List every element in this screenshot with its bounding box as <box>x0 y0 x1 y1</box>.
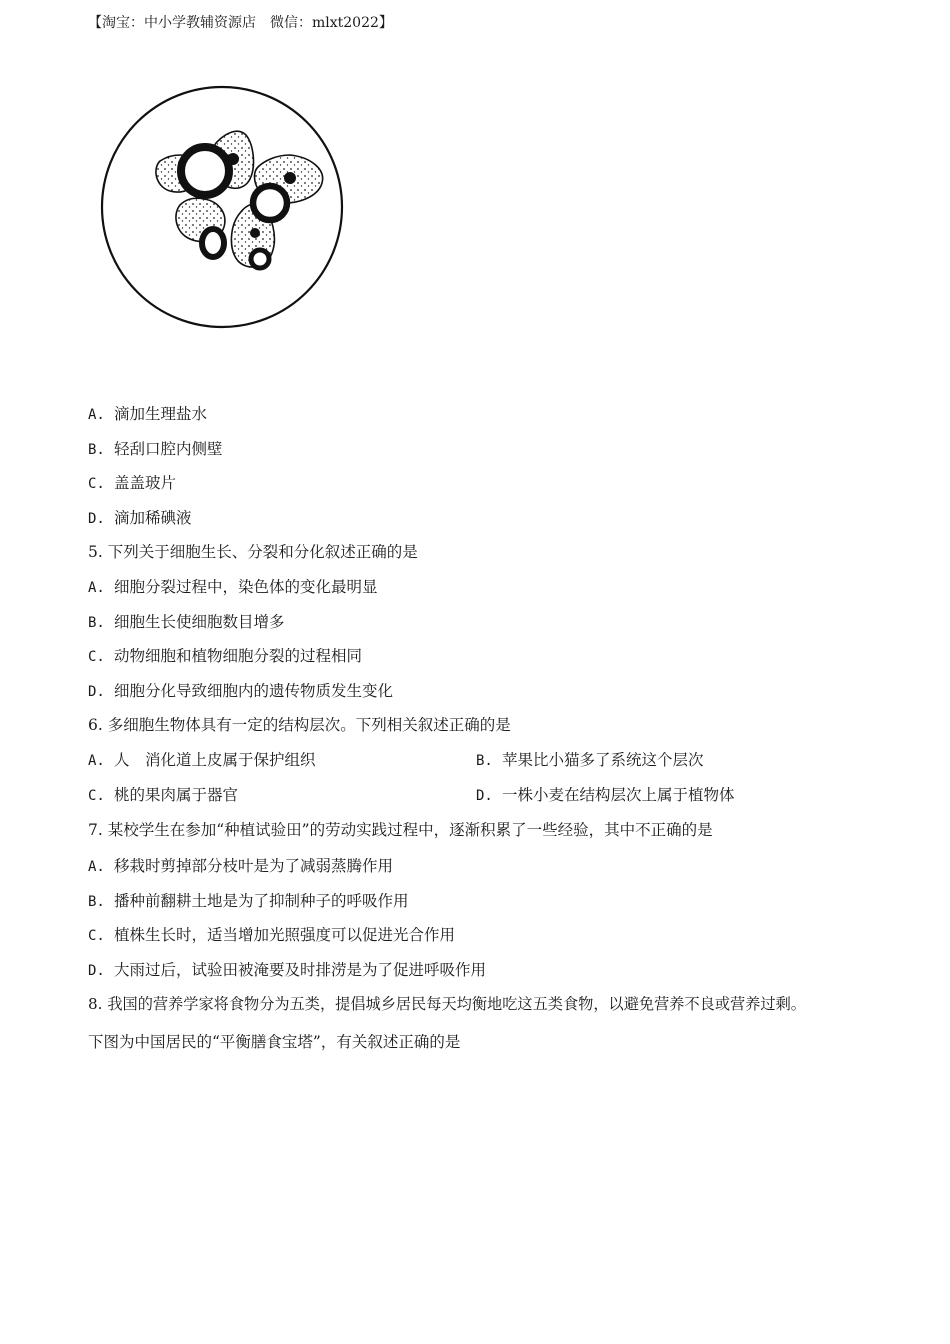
option-item <box>88 960 486 981</box>
option-item <box>88 612 285 633</box>
option-item <box>476 750 704 771</box>
option-text: 一株小麦在结构层次上属于植物体 <box>502 786 735 804</box>
question-stem: 6. 多细胞生物体具有一定的结构层次。下列相关叙述正确的是 <box>88 716 511 734</box>
option-text: 人 消化道上皮属于保护组织 <box>114 751 316 769</box>
option-letter: A. <box>88 407 105 423</box>
option-text: 植株生长时，适当增加光照强度可以促进光合作用 <box>114 926 456 944</box>
nucleus-shape <box>284 172 296 184</box>
option-item <box>88 785 238 806</box>
option-text: 细胞分化导致细胞内的遗传物质发生变化 <box>114 682 394 700</box>
option-text: 移栽时剪掉部分枝叶是为了减弱蒸腾作用 <box>114 857 394 875</box>
option-item <box>88 439 223 460</box>
option-text: 细胞分裂过程中，染色体的变化最明显 <box>114 578 378 596</box>
option-letter: C. <box>88 788 105 804</box>
air-bubble-shape <box>251 250 269 268</box>
option-text: 滴加稀碘液 <box>114 509 192 527</box>
option-letter: B. <box>88 894 105 910</box>
option-letter: A. <box>88 580 105 596</box>
option-letter: D. <box>88 963 105 979</box>
option-text: 桃的果肉属于器官 <box>114 786 239 804</box>
nucleus-shape <box>250 228 260 238</box>
page-header-watermark: 【淘宝：中小学教辅资源店 微信：mlxt2022】 <box>88 15 393 31</box>
option-text: 盖盖玻片 <box>114 474 177 492</box>
option-item <box>88 404 207 425</box>
option-item <box>88 750 316 771</box>
question-stem: 5. 下列关于细胞生长、分裂和分化叙述正确的是 <box>88 543 418 561</box>
option-text: 动物细胞和植物细胞分裂的过程相同 <box>114 647 363 665</box>
option-letter: D. <box>476 788 493 804</box>
option-item <box>88 856 393 877</box>
option-letter: B. <box>476 753 493 769</box>
option-item <box>88 925 455 946</box>
microscope-view-figure <box>100 83 346 333</box>
air-bubble-shape <box>253 186 287 220</box>
option-item <box>476 785 735 806</box>
question-stem: 8. 我国的营养学家将食物分为五类，提倡城乡居民每天均衡地吃这五类食物，以避免营养不良或营养过剩。 <box>88 995 806 1013</box>
option-letter: C. <box>88 649 105 665</box>
option-letter: B. <box>88 615 105 631</box>
question-stem: 7. 某校学生在参加“种植试验田”的劳动实践过程中，逐渐积累了一些经验，其中不正确的是 <box>88 821 713 839</box>
option-letter: D. <box>88 511 105 527</box>
option-letter: C. <box>88 928 105 944</box>
option-text: 细胞生长使细胞数目增多 <box>114 613 285 631</box>
option-letter: C. <box>88 476 105 492</box>
option-text: 苹果比小猫多了系统这个层次 <box>502 751 704 769</box>
option-text: 滴加生理盐水 <box>114 405 208 423</box>
option-item <box>88 681 393 702</box>
option-item <box>88 577 378 598</box>
option-text: 大雨过后，试验田被淹要及时排涝是为了促进呼吸作用 <box>114 961 487 979</box>
option-text: 轻刮口腔内侧壁 <box>114 440 223 458</box>
option-item <box>88 646 362 667</box>
option-item <box>88 508 192 529</box>
air-bubble-shape <box>181 147 229 195</box>
option-text: 播种前翻耕土地是为了抑制种子的呼吸作用 <box>114 892 409 910</box>
option-letter: D. <box>88 684 105 700</box>
option-item <box>88 473 176 494</box>
option-letter: A. <box>88 753 105 769</box>
option-letter: B. <box>88 442 105 458</box>
question-stem-continued: 下图为中国居民的“平衡膳食宝塔”，有关叙述正确的是 <box>88 1033 461 1051</box>
option-letter: A. <box>88 859 105 875</box>
option-item <box>88 891 409 912</box>
air-bubble-shape <box>202 229 224 257</box>
field-of-view-circle <box>102 87 342 327</box>
